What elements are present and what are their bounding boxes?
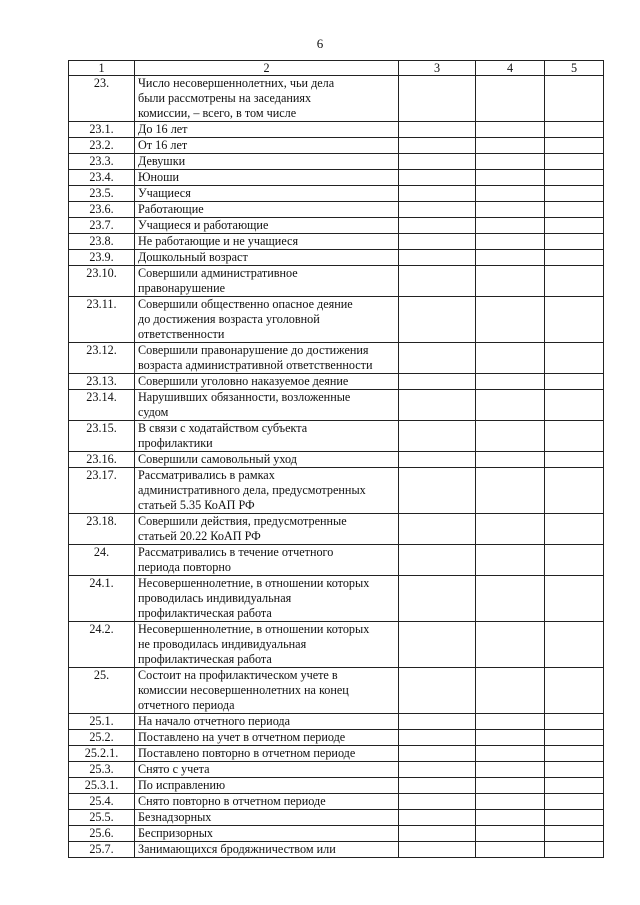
value-cell[interactable]	[476, 297, 545, 343]
row-number: 23.6.	[69, 202, 135, 218]
row-number: 25.5.	[69, 810, 135, 826]
row-number: 24.	[69, 545, 135, 576]
table-row	[69, 421, 604, 452]
value-cell[interactable]	[545, 202, 604, 218]
row-label: Состоит на профилактическом учете в комиссии несовершеннолетних на конец отчетного периода	[135, 668, 399, 714]
row-number: 24.1.	[69, 576, 135, 622]
row-number: 23.1.	[69, 122, 135, 138]
row-label: Несовершеннолетние, в отношении которых не проводилась индивидуальная профилактическая работа	[135, 622, 399, 668]
value-cell[interactable]	[476, 122, 545, 138]
value-cell[interactable]	[476, 421, 545, 452]
row-label: Совершили уголовно наказуемое деяние	[135, 374, 399, 390]
value-cell[interactable]	[545, 714, 604, 730]
value-cell[interactable]	[399, 842, 476, 858]
value-cell[interactable]	[399, 266, 476, 297]
value-cell[interactable]	[399, 730, 476, 746]
table-row	[69, 794, 604, 810]
value-cell[interactable]	[476, 186, 545, 202]
row-number: 25.3.1.	[69, 778, 135, 794]
value-cell[interactable]	[476, 668, 545, 714]
value-cell[interactable]	[399, 122, 476, 138]
value-cell[interactable]	[476, 714, 545, 730]
table-row	[69, 778, 604, 794]
value-cell[interactable]	[399, 468, 476, 514]
table-row	[69, 746, 604, 762]
row-label: Снято с учета	[135, 762, 399, 778]
value-cell[interactable]	[476, 746, 545, 762]
row-label: На начало отчетного периода	[135, 714, 399, 730]
report-table	[68, 60, 604, 858]
value-cell[interactable]	[399, 746, 476, 762]
value-cell[interactable]	[545, 746, 604, 762]
table-row	[69, 576, 604, 622]
row-label: Рассматривались в течение отчетного периода повторно	[135, 545, 399, 576]
row-label: Учащиеся и работающие	[135, 218, 399, 234]
table-row	[69, 170, 604, 186]
value-cell[interactable]	[399, 390, 476, 421]
value-cell[interactable]	[545, 218, 604, 234]
table-row	[69, 154, 604, 170]
value-cell[interactable]	[545, 138, 604, 154]
value-cell[interactable]	[399, 170, 476, 186]
row-label: До 16 лет	[135, 122, 399, 138]
value-cell[interactable]	[399, 250, 476, 266]
table-row	[69, 390, 604, 421]
row-label: Не работающие и не учащиеся	[135, 234, 399, 250]
value-cell[interactable]	[476, 170, 545, 186]
value-cell[interactable]	[545, 576, 604, 622]
row-label: Рассматривались в рамках административного дела, предусмотренных статьей 5.35 КоАП РФ	[135, 468, 399, 514]
value-cell[interactable]	[399, 76, 476, 122]
value-cell[interactable]	[545, 452, 604, 468]
value-cell[interactable]	[399, 826, 476, 842]
value-cell[interactable]	[545, 730, 604, 746]
table-row	[69, 250, 604, 266]
row-number: 23.4.	[69, 170, 135, 186]
value-cell[interactable]	[545, 778, 604, 794]
row-number: 23.7.	[69, 218, 135, 234]
page-number: 6	[316, 36, 324, 51]
table-header-row	[69, 61, 604, 76]
row-label: По исправлению	[135, 778, 399, 794]
value-cell[interactable]	[399, 545, 476, 576]
row-number: 25.7.	[69, 842, 135, 858]
value-cell[interactable]	[476, 154, 545, 170]
value-cell[interactable]	[545, 297, 604, 343]
table-row	[69, 452, 604, 468]
row-number: 25.1.	[69, 714, 135, 730]
row-number: 25.4.	[69, 794, 135, 810]
value-cell[interactable]	[545, 374, 604, 390]
table-row	[69, 138, 604, 154]
value-cell[interactable]	[399, 778, 476, 794]
column-header: 5	[545, 61, 604, 76]
row-number: 23.10.	[69, 266, 135, 297]
value-cell[interactable]	[399, 794, 476, 810]
value-cell[interactable]	[545, 468, 604, 514]
value-cell[interactable]	[399, 374, 476, 390]
value-cell[interactable]	[399, 297, 476, 343]
table-row	[69, 545, 604, 576]
row-number: 25.2.1.	[69, 746, 135, 762]
value-cell[interactable]	[399, 343, 476, 374]
value-cell[interactable]	[399, 622, 476, 668]
row-label: Беспризорных	[135, 826, 399, 842]
row-number: 23.12.	[69, 343, 135, 374]
table-row	[69, 374, 604, 390]
value-cell[interactable]	[399, 762, 476, 778]
value-cell[interactable]	[399, 202, 476, 218]
row-label: Совершили самовольный уход	[135, 452, 399, 468]
value-cell[interactable]	[399, 138, 476, 154]
value-cell[interactable]	[399, 421, 476, 452]
row-number: 23.13.	[69, 374, 135, 390]
table-row	[69, 762, 604, 778]
row-label: Нарушивших обязанности, возложенные судом	[135, 390, 399, 421]
row-label: Совершили правонарушение до достижения возраста административной ответственности	[135, 343, 399, 374]
value-cell[interactable]	[545, 668, 604, 714]
row-number: 25.	[69, 668, 135, 714]
value-cell[interactable]	[399, 186, 476, 202]
table-row	[69, 76, 604, 122]
value-cell[interactable]	[476, 343, 545, 374]
table-row	[69, 622, 604, 668]
value-cell[interactable]	[476, 778, 545, 794]
table-body	[69, 76, 604, 858]
row-number: 25.2.	[69, 730, 135, 746]
table-row	[69, 468, 604, 514]
table-row	[69, 842, 604, 858]
value-cell[interactable]	[545, 421, 604, 452]
row-number: 25.3.	[69, 762, 135, 778]
value-cell[interactable]	[545, 343, 604, 374]
row-label: Занимающихся бродяжничеством или	[135, 842, 399, 858]
row-label: Девушки	[135, 154, 399, 170]
table-row	[69, 826, 604, 842]
row-number: 24.2.	[69, 622, 135, 668]
row-number: 23.3.	[69, 154, 135, 170]
value-cell[interactable]	[399, 668, 476, 714]
row-number: 23.11.	[69, 297, 135, 343]
value-cell[interactable]	[399, 218, 476, 234]
row-number: 23.16.	[69, 452, 135, 468]
value-cell[interactable]	[476, 202, 545, 218]
value-cell[interactable]	[545, 810, 604, 826]
table-row	[69, 714, 604, 730]
table-row	[69, 202, 604, 218]
row-number: 23.8.	[69, 234, 135, 250]
value-cell[interactable]	[545, 842, 604, 858]
value-cell[interactable]	[545, 170, 604, 186]
value-cell[interactable]	[476, 76, 545, 122]
value-cell[interactable]	[545, 76, 604, 122]
table-row	[69, 514, 604, 545]
row-number: 25.6.	[69, 826, 135, 842]
column-header: 3	[399, 61, 476, 76]
row-label: Поставлено на учет в отчетном периоде	[135, 730, 399, 746]
row-label: Учащиеся	[135, 186, 399, 202]
value-cell[interactable]	[545, 762, 604, 778]
table-row	[69, 810, 604, 826]
value-cell[interactable]	[476, 622, 545, 668]
table-row	[69, 122, 604, 138]
value-cell[interactable]	[476, 374, 545, 390]
row-label: Снято повторно в отчетном периоде	[135, 794, 399, 810]
value-cell[interactable]	[545, 186, 604, 202]
value-cell[interactable]	[545, 826, 604, 842]
value-cell[interactable]	[476, 250, 545, 266]
row-label: В связи с ходатайством субъекта профилактики	[135, 421, 399, 452]
row-number: 23.9.	[69, 250, 135, 266]
table-row	[69, 668, 604, 714]
row-number: 23.17.	[69, 468, 135, 514]
table-row	[69, 730, 604, 746]
row-number: 23.2.	[69, 138, 135, 154]
value-cell[interactable]	[476, 138, 545, 154]
row-number: 23.15.	[69, 421, 135, 452]
value-cell[interactable]	[476, 266, 545, 297]
value-cell[interactable]	[476, 234, 545, 250]
row-label: Число несовершеннолетних, чьи дела были рассмотрены на заседаниях комиссии, – всего, в том числе	[135, 76, 399, 122]
table-row	[69, 234, 604, 250]
value-cell[interactable]	[399, 452, 476, 468]
column-header: 4	[476, 61, 545, 76]
row-label: Работающие	[135, 202, 399, 218]
row-label: От 16 лет	[135, 138, 399, 154]
value-cell[interactable]	[476, 794, 545, 810]
table-row	[69, 218, 604, 234]
row-label: Совершили административное правонарушение	[135, 266, 399, 297]
row-label: Безнадзорных	[135, 810, 399, 826]
row-number: 23.	[69, 76, 135, 122]
row-label: Поставлено повторно в отчетном периоде	[135, 746, 399, 762]
value-cell[interactable]	[476, 576, 545, 622]
value-cell[interactable]	[476, 514, 545, 545]
column-header: 1	[69, 61, 135, 76]
row-label: Совершили действия, предусмотренные статьей 20.22 КоАП РФ	[135, 514, 399, 545]
row-label: Дошкольный возраст	[135, 250, 399, 266]
table-row	[69, 186, 604, 202]
row-label: Несовершеннолетние, в отношении которых проводилась индивидуальная профилактическая работа	[135, 576, 399, 622]
value-cell[interactable]	[545, 250, 604, 266]
value-cell[interactable]	[399, 810, 476, 826]
value-cell[interactable]	[476, 468, 545, 514]
value-cell[interactable]	[545, 122, 604, 138]
value-cell[interactable]	[476, 762, 545, 778]
value-cell[interactable]	[476, 545, 545, 576]
value-cell[interactable]	[476, 842, 545, 858]
value-cell[interactable]	[399, 234, 476, 250]
value-cell[interactable]	[399, 576, 476, 622]
value-cell[interactable]	[476, 452, 545, 468]
value-cell[interactable]	[399, 514, 476, 545]
row-number: 23.18.	[69, 514, 135, 545]
value-cell[interactable]	[545, 390, 604, 421]
row-number: 23.14.	[69, 390, 135, 421]
table-row	[69, 343, 604, 374]
row-number: 23.5.	[69, 186, 135, 202]
table-row	[69, 297, 604, 343]
value-cell[interactable]	[399, 714, 476, 730]
row-label: Совершили общественно опасное деяние до достижения возраста уголовной ответственности	[135, 297, 399, 343]
row-label: Юноши	[135, 170, 399, 186]
value-cell[interactable]	[476, 730, 545, 746]
value-cell[interactable]	[545, 794, 604, 810]
column-header: 2	[135, 61, 399, 76]
value-cell[interactable]	[476, 218, 545, 234]
value-cell[interactable]	[545, 514, 604, 545]
value-cell[interactable]	[399, 154, 476, 170]
value-cell[interactable]	[545, 622, 604, 668]
value-cell[interactable]	[545, 234, 604, 250]
value-cell[interactable]	[545, 545, 604, 576]
value-cell[interactable]	[476, 810, 545, 826]
value-cell[interactable]	[545, 154, 604, 170]
value-cell[interactable]	[476, 826, 545, 842]
value-cell[interactable]	[476, 390, 545, 421]
value-cell[interactable]	[545, 266, 604, 297]
table-row	[69, 266, 604, 297]
